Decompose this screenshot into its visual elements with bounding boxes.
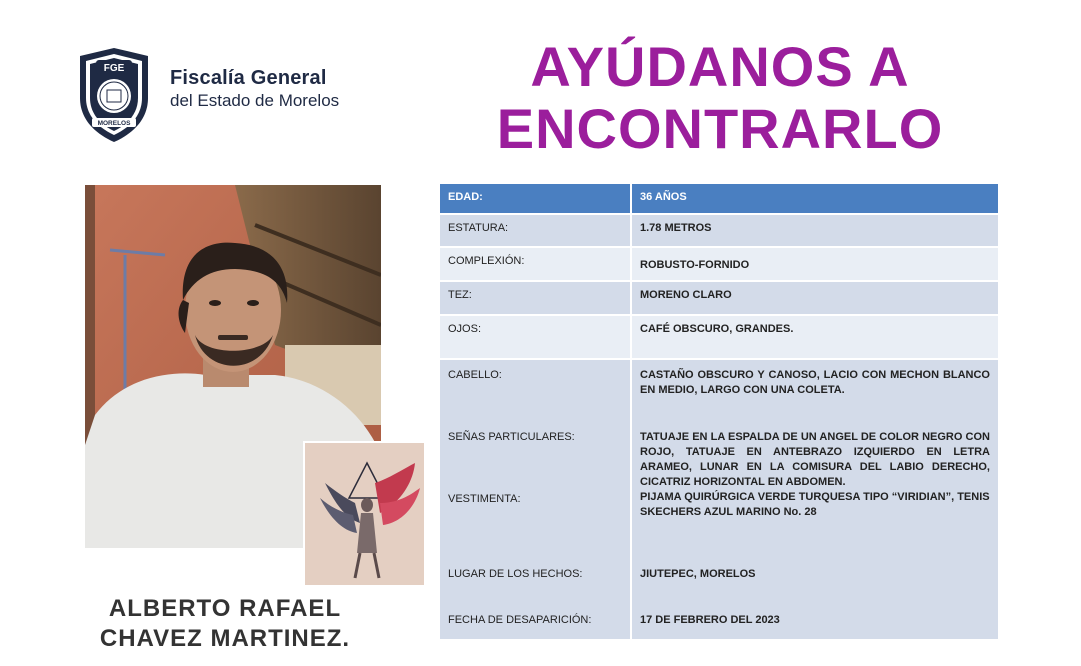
row-value-marks: TATUAJE EN LA ESPALDA DE UN ANGEL DE COLOR NEGRO CON ROJO, TATUAJE EN ANTEBRAZO IZQUIERDO EN LETRA ARAMEO, LUNAR EN LA COMISURA DEL LABIO DERECHO, CICATRIZ HORIZONTAL EN ABDOMEN. [640, 431, 990, 488]
fge-logo [76, 46, 152, 144]
organization-name [170, 66, 339, 111]
table-row-build [440, 248, 998, 280]
person-name-line2: CHAVEZ MARTINEZ. [99, 625, 351, 652]
table-block-description [440, 360, 998, 639]
person-name-line1: ALBERTO RAFAEL [108, 595, 342, 622]
details-table [440, 184, 998, 639]
row-label: OJOS: [440, 316, 632, 358]
headline-line2: ENCONTRARLO [496, 97, 944, 160]
row-value-clothing: PIJAMA QUIRÚRGICA VERDE TURQUESA TIPO “VIRIDIAN”, TENIS SKECHERS AZUL MARINO No. 28 [640, 491, 990, 518]
row-value: ROBUSTO-FORNIDO [640, 259, 750, 271]
row-value: 1.78 METROS [640, 222, 712, 234]
tattoo-photo [303, 441, 426, 587]
headline [440, 36, 1000, 160]
row-value-date: 17 DE FEBRERO DEL 2023 [640, 614, 780, 626]
table-row-complexion [440, 282, 998, 314]
logo-ribbon-text: MORELOS [97, 120, 131, 127]
org-name-line2: del Estado de Morelos [170, 91, 340, 110]
row-label: TEZ: [440, 282, 632, 314]
row-value: CAFÉ OBSCURO, GRANDES. [640, 323, 794, 335]
row-label: ESTATURA: [440, 215, 632, 246]
table-row-age [440, 184, 998, 213]
table-row-eyes [440, 316, 998, 358]
row-label-marks: SEÑAS PARTICULARES: [448, 431, 575, 443]
person-name [70, 594, 380, 654]
headline-line1: AYÚDANOS A [530, 35, 910, 98]
row-label-date: FECHA DE DESAPARICIÓN: [448, 614, 592, 626]
row-label: EDAD: [440, 184, 632, 213]
table-row-height [440, 215, 998, 246]
org-name-line1: Fiscalía General [170, 67, 327, 89]
row-label-location: LUGAR DE LOS HECHOS: [448, 568, 583, 580]
row-label-hair: CABELLO: [448, 369, 502, 381]
logo-badge-text: FGE [103, 63, 125, 74]
row-label: COMPLEXIÓN: [440, 248, 632, 280]
row-value: MORENO CLARO [640, 289, 732, 301]
row-value-hair: CASTAÑO OBSCURO Y CANOSO, LACIO CON MECHON BLANCO EN MEDIO, LARGO CON UNA COLETA. [640, 369, 990, 396]
row-value-location: JIUTEPEC, MORELOS [640, 568, 756, 580]
row-value: 36 AÑOS [640, 191, 687, 203]
row-label-clothing: VESTIMENTA: [448, 493, 521, 505]
